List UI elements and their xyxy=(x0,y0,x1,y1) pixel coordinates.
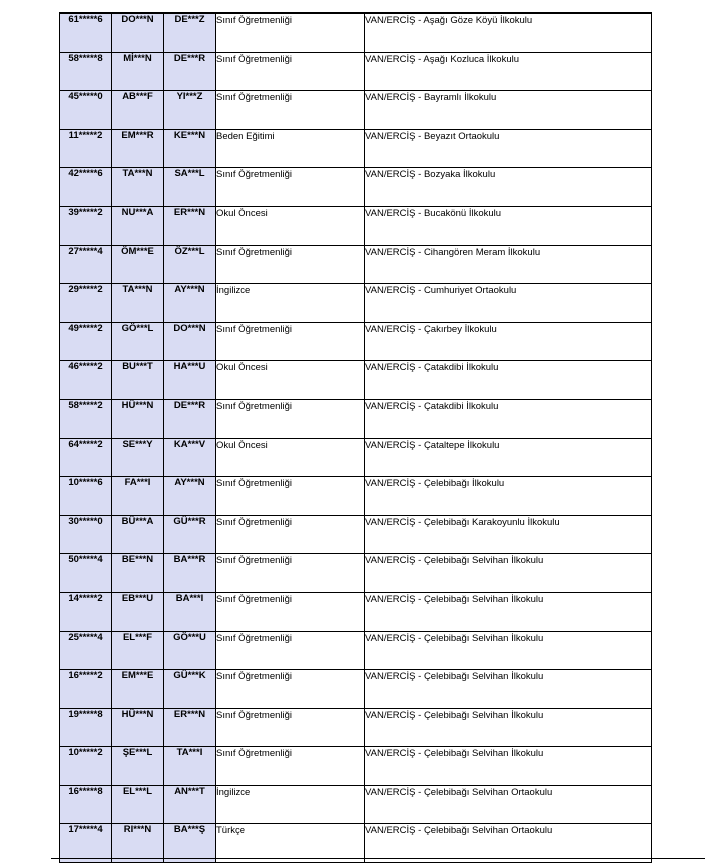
table-row xyxy=(60,284,652,323)
surname-cell: GÖ***U xyxy=(164,631,216,670)
school-text: VAN/ERCİŞ - Çelebibağı Selvihan İlkokulu xyxy=(365,555,544,567)
school-text: VAN/ERCİŞ - Çelebibağı Selvihan Ortaokulu xyxy=(365,825,553,837)
school-text: VAN/ERCİŞ - Çelebibağı Selvihan İlkokulu xyxy=(365,632,544,644)
branch-cell xyxy=(216,284,365,323)
school-text: VAN/ERCİŞ - Çelebibağı Karakoyunlu İlkokulu xyxy=(365,516,560,528)
school-cell xyxy=(365,515,652,554)
branch-cell xyxy=(216,91,365,130)
tc-id-cell: 10*****2 xyxy=(60,747,112,786)
tc-id-cell: 39*****2 xyxy=(60,206,112,245)
name-cell: ÖM***E xyxy=(112,245,164,284)
branch-text: Türkçe xyxy=(216,825,246,837)
name-cell: TA***N xyxy=(112,284,164,323)
tc-id-cell: 42*****6 xyxy=(60,168,112,207)
surname-cell: GÜ***R xyxy=(164,515,216,554)
branch-cell xyxy=(216,206,365,245)
school-text: VAN/ERCİŞ - Çelebibağı Selvihan İlkokulu xyxy=(365,709,544,721)
table-row xyxy=(60,631,652,670)
branch-text: Okul Öncesi xyxy=(216,362,268,374)
surname-cell: ER***N xyxy=(164,708,216,747)
branch-text: Sınıf Öğretmenliği xyxy=(216,400,293,412)
name-cell: EL***L xyxy=(112,785,164,824)
school-cell xyxy=(365,477,652,516)
table-row xyxy=(60,206,652,245)
school-cell xyxy=(365,824,652,863)
name-cell: EM***R xyxy=(112,129,164,168)
tc-id-cell: 49*****2 xyxy=(60,322,112,361)
school-cell xyxy=(365,438,652,477)
table-row xyxy=(60,824,652,863)
surname-cell: DE***Z xyxy=(164,13,216,52)
school-cell xyxy=(365,52,652,91)
name-cell: SE***Y xyxy=(112,438,164,477)
branch-text: Sınıf Öğretmenliği xyxy=(216,478,293,490)
tc-id-cell: 16*****8 xyxy=(60,785,112,824)
branch-text: Sınıf Öğretmenliği xyxy=(216,53,293,65)
page-bottom-rule xyxy=(51,858,705,859)
branch-cell xyxy=(216,592,365,631)
surname-cell: KE***N xyxy=(164,129,216,168)
school-cell xyxy=(365,168,652,207)
school-cell xyxy=(365,399,652,438)
branch-text: Sınıf Öğretmenliği xyxy=(216,92,293,104)
table-body xyxy=(60,13,652,863)
branch-text: Sınıf Öğretmenliği xyxy=(216,169,293,181)
school-text: VAN/ERCİŞ - Beyazıt Ortaokulu xyxy=(365,130,500,142)
branch-cell xyxy=(216,13,365,52)
tc-id-cell: 64*****2 xyxy=(60,438,112,477)
table-row xyxy=(60,592,652,631)
name-cell: RI***N xyxy=(112,824,164,863)
name-cell: EB***U xyxy=(112,592,164,631)
school-text: VAN/ERCİŞ - Aşağı Göze Köyü İlkokulu xyxy=(365,15,533,26)
branch-text: Sınıf Öğretmenliği xyxy=(216,709,293,721)
branch-cell xyxy=(216,245,365,284)
school-text: VAN/ERCİŞ - Çakırbey İlkokulu xyxy=(365,323,497,335)
tc-id-cell: 10*****6 xyxy=(60,477,112,516)
school-text: VAN/ERCİŞ - Çatakdibi İlkokulu xyxy=(365,400,499,412)
name-cell: DO***N xyxy=(112,13,164,52)
tc-id-cell: 30*****0 xyxy=(60,515,112,554)
branch-cell xyxy=(216,52,365,91)
tc-id-cell: 11*****2 xyxy=(60,129,112,168)
school-cell xyxy=(365,129,652,168)
school-cell xyxy=(365,670,652,709)
branch-text: Sınıf Öğretmenliği xyxy=(216,748,293,760)
table-row xyxy=(60,708,652,747)
surname-cell: SA***L xyxy=(164,168,216,207)
surname-cell: BA***R xyxy=(164,554,216,593)
school-text: VAN/ERCİŞ - Cihangören Meram İlkokulu xyxy=(365,246,541,258)
branch-cell xyxy=(216,477,365,516)
surname-cell: DE***R xyxy=(164,52,216,91)
branch-text: Beden Eğitimi xyxy=(216,130,275,142)
branch-cell xyxy=(216,708,365,747)
surname-cell: DO***N xyxy=(164,322,216,361)
surname-cell: AY***N xyxy=(164,477,216,516)
branch-cell xyxy=(216,438,365,477)
name-cell: AB***F xyxy=(112,91,164,130)
name-cell: ŞE***L xyxy=(112,747,164,786)
branch-text: Sınıf Öğretmenliği xyxy=(216,632,293,644)
surname-cell: BA***I xyxy=(164,592,216,631)
branch-cell xyxy=(216,554,365,593)
branch-text: Sınıf Öğretmenliği xyxy=(216,15,293,26)
surname-cell: HA***U xyxy=(164,361,216,400)
branch-text: Sınıf Öğretmenliği xyxy=(216,246,293,258)
branch-text: Sınıf Öğretmenliği xyxy=(216,555,293,567)
tc-id-cell: 27*****4 xyxy=(60,245,112,284)
tc-id-cell: 17*****4 xyxy=(60,824,112,863)
assignment-table xyxy=(59,12,652,863)
branch-cell xyxy=(216,322,365,361)
school-cell xyxy=(365,245,652,284)
branch-cell xyxy=(216,515,365,554)
branch-cell xyxy=(216,670,365,709)
school-cell xyxy=(365,631,652,670)
name-cell: GÖ***L xyxy=(112,322,164,361)
table-row xyxy=(60,438,652,477)
branch-cell xyxy=(216,785,365,824)
surname-cell: BA***Ş xyxy=(164,824,216,863)
school-text: VAN/ERCİŞ - Bozyaka İlkokulu xyxy=(365,169,496,181)
name-cell: EL***F xyxy=(112,631,164,670)
branch-text: Okul Öncesi xyxy=(216,439,268,451)
surname-cell: YI***Z xyxy=(164,91,216,130)
name-cell: BE***N xyxy=(112,554,164,593)
tc-id-cell: 29*****2 xyxy=(60,284,112,323)
branch-text: Sınıf Öğretmenliği xyxy=(216,593,293,605)
school-cell xyxy=(365,284,652,323)
table-row xyxy=(60,52,652,91)
name-cell: BÜ***A xyxy=(112,515,164,554)
surname-cell: AY***N xyxy=(164,284,216,323)
table-row xyxy=(60,13,652,52)
branch-cell xyxy=(216,361,365,400)
branch-cell xyxy=(216,129,365,168)
table-row xyxy=(60,477,652,516)
branch-cell xyxy=(216,631,365,670)
table-row xyxy=(60,168,652,207)
branch-cell xyxy=(216,824,365,863)
school-cell xyxy=(365,785,652,824)
branch-text: Sınıf Öğretmenliği xyxy=(216,323,293,335)
branch-cell xyxy=(216,399,365,438)
name-cell: Mİ***N xyxy=(112,52,164,91)
tc-id-cell: 61*****6 xyxy=(60,13,112,52)
name-cell: BU***T xyxy=(112,361,164,400)
table-row xyxy=(60,399,652,438)
tc-id-cell: 46*****2 xyxy=(60,361,112,400)
tc-id-cell: 19*****8 xyxy=(60,708,112,747)
school-cell xyxy=(365,206,652,245)
table-row xyxy=(60,554,652,593)
school-text: VAN/ERCİŞ - Çelebibağı Selvihan Ortaokulu xyxy=(365,786,553,798)
table-row xyxy=(60,322,652,361)
branch-cell xyxy=(216,168,365,207)
table-row xyxy=(60,361,652,400)
tc-id-cell: 45*****0 xyxy=(60,91,112,130)
school-text: VAN/ERCİŞ - Çelebibağı Selvihan İlkokulu xyxy=(365,748,544,760)
table-row xyxy=(60,670,652,709)
school-cell xyxy=(365,13,652,52)
tc-id-cell: 25*****4 xyxy=(60,631,112,670)
name-cell: TA***N xyxy=(112,168,164,207)
school-text: VAN/ERCİŞ - Aşağı Kozluca İlkokulu xyxy=(365,53,519,65)
branch-text: Okul Öncesi xyxy=(216,207,268,219)
school-cell xyxy=(365,361,652,400)
branch-text: İngilizce xyxy=(216,285,251,297)
table-row xyxy=(60,245,652,284)
school-cell xyxy=(365,708,652,747)
tc-id-cell: 58*****2 xyxy=(60,399,112,438)
surname-cell: ER***N xyxy=(164,206,216,245)
school-text: VAN/ERCİŞ - Bayramlı İlkokulu xyxy=(365,92,497,104)
school-cell xyxy=(365,322,652,361)
school-cell xyxy=(365,747,652,786)
surname-cell: ÖZ***L xyxy=(164,245,216,284)
table-row xyxy=(60,515,652,554)
surname-cell: KA***V xyxy=(164,438,216,477)
branch-cell xyxy=(216,747,365,786)
name-cell: HÜ***N xyxy=(112,399,164,438)
school-text: VAN/ERCİŞ - Bucakönü İlkokulu xyxy=(365,207,502,219)
school-text: VAN/ERCİŞ - Çelebibağı Selvihan İlkokulu xyxy=(365,671,544,683)
tc-id-cell: 16*****2 xyxy=(60,670,112,709)
table-row xyxy=(60,785,652,824)
name-cell: EM***E xyxy=(112,670,164,709)
surname-cell: DE***R xyxy=(164,399,216,438)
tc-id-cell: 50*****4 xyxy=(60,554,112,593)
school-text: VAN/ERCİŞ - Cumhuriyet Ortaokulu xyxy=(365,285,517,297)
table-row xyxy=(60,747,652,786)
table-row xyxy=(60,129,652,168)
school-text: VAN/ERCİŞ - Çatakdibi İlkokulu xyxy=(365,362,499,374)
branch-text: İngilizce xyxy=(216,786,251,798)
surname-cell: TA***I xyxy=(164,747,216,786)
tc-id-cell: 58*****8 xyxy=(60,52,112,91)
surname-cell: GÜ***K xyxy=(164,670,216,709)
school-text: VAN/ERCİŞ - Çelebibağı Selvihan İlkokulu xyxy=(365,593,544,605)
name-cell: HÜ***N xyxy=(112,708,164,747)
school-text: VAN/ERCİŞ - Çelebibağı İlkokulu xyxy=(365,478,505,490)
name-cell: NU***A xyxy=(112,206,164,245)
name-cell: FA***I xyxy=(112,477,164,516)
school-cell xyxy=(365,554,652,593)
school-cell xyxy=(365,592,652,631)
school-cell xyxy=(365,91,652,130)
branch-text: Sınıf Öğretmenliği xyxy=(216,671,293,683)
surname-cell: AN***T xyxy=(164,785,216,824)
table-row xyxy=(60,91,652,130)
tc-id-cell: 14*****2 xyxy=(60,592,112,631)
school-text: VAN/ERCİŞ - Çataltepe İlkokulu xyxy=(365,439,500,451)
branch-text: Sınıf Öğretmenliği xyxy=(216,516,293,528)
